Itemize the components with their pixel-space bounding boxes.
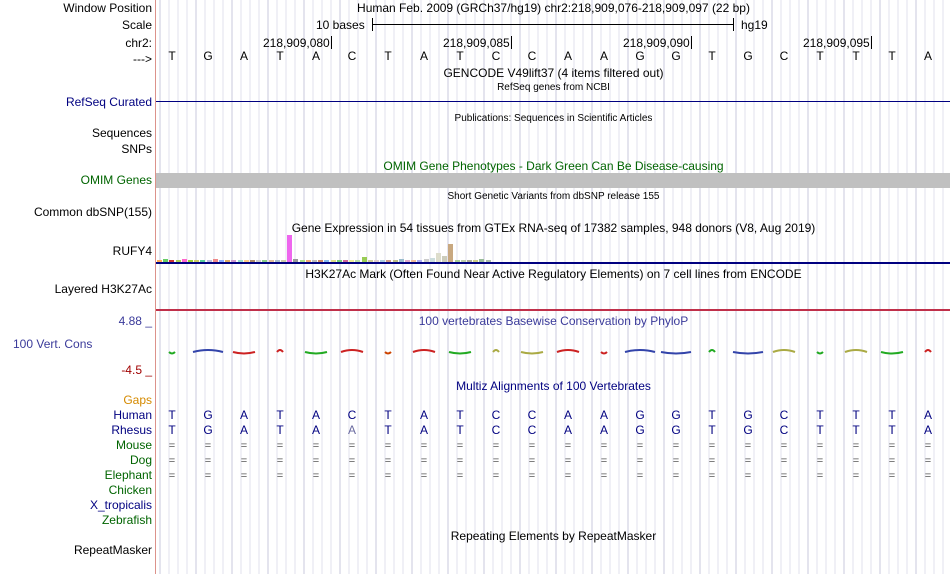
scale-assembly: hg19 [741, 18, 768, 32]
alignment-match: = [204, 455, 212, 467]
alignment-match: = [492, 455, 500, 467]
position-tick: 218,909,095 [803, 36, 870, 50]
alignment-match: = [348, 455, 356, 467]
base-letter: G [203, 408, 213, 422]
base-letter: T [816, 408, 824, 422]
alignment-match: = [852, 440, 860, 452]
gtex-tissue-bar[interactable] [436, 253, 441, 262]
alignment-match: = [240, 455, 248, 467]
alignment-match: = [780, 440, 788, 452]
alignment-match: = [636, 470, 644, 482]
refseq-track-line [156, 101, 950, 102]
alignment-match: = [456, 455, 464, 467]
base-letter: G [743, 423, 753, 437]
base-letter: T [816, 49, 824, 63]
window-position-text: Human Feb. 2009 (GRCh37/hg19) chr2:218,909,076-218,909,097 (22 bp) [357, 1, 750, 15]
base-letter: A [419, 423, 428, 437]
base-letter: A [419, 49, 428, 63]
gtex-track-line [156, 262, 950, 264]
alignment-match: = [852, 455, 860, 467]
alignment-match: = [492, 440, 500, 452]
position-tick: 218,909,080 [263, 36, 330, 50]
omim-track-title[interactable]: OMIM Gene Phenotypes - Dark Green Can Be Disease-causing [383, 159, 724, 173]
base-letter: T [168, 423, 176, 437]
alignment-match: = [780, 455, 788, 467]
base-letter: A [347, 423, 356, 437]
track-left-border [155, 0, 156, 574]
scale-bar [372, 18, 734, 31]
base-letter: G [671, 423, 681, 437]
base-letter: C [347, 49, 357, 63]
base-letter: G [203, 423, 213, 437]
base-letter: A [563, 423, 572, 437]
alignment-match: = [420, 470, 428, 482]
alignment-match: = [672, 440, 680, 452]
species-dog-label[interactable]: Dog [129, 453, 152, 467]
snps-label[interactable]: SNPs [121, 142, 152, 156]
alignment-match: = [672, 470, 680, 482]
alignment-match: = [924, 455, 932, 467]
base-letter: G [635, 408, 645, 422]
conservation-mark [925, 350, 931, 352]
base-letter: T [888, 49, 896, 63]
alignment-match: = [276, 455, 284, 467]
base-letter: A [599, 408, 608, 422]
base-letter: T [852, 408, 860, 422]
refseq-subtitle: RefSeq genes from NCBI [497, 82, 610, 93]
alignment-match: = [744, 455, 752, 467]
species-zebrafish-label[interactable]: Zebrafish [101, 513, 152, 527]
conservation-mark [413, 350, 435, 352]
conservation-mark [521, 352, 543, 354]
base-letter: G [743, 408, 753, 422]
alignment-match: = [528, 455, 536, 467]
conservation-mark [817, 352, 823, 354]
conservation-mark [169, 352, 175, 354]
alignment-match: = [204, 440, 212, 452]
base-letter: C [527, 49, 537, 63]
alignment-match: = [348, 470, 356, 482]
conservation-mark [449, 352, 471, 354]
omim-genes-label[interactable]: OMIM Genes [80, 173, 152, 187]
alignment-match: = [456, 440, 464, 452]
alignment-match: = [492, 470, 500, 482]
base-letter: A [563, 408, 572, 422]
alignment-match: = [744, 470, 752, 482]
base-letter: G [671, 408, 681, 422]
h3k27ac-signal-line [156, 309, 950, 311]
base-letter: C [779, 49, 789, 63]
alignment-match: = [564, 470, 572, 482]
alignment-match: = [708, 470, 716, 482]
layered-h3k27ac-label[interactable]: Layered H3K27Ac [54, 282, 152, 296]
base-letter: A [923, 49, 932, 63]
base-letter: T [384, 423, 392, 437]
base-letter: C [779, 423, 789, 437]
species-human-label[interactable]: Human [113, 408, 152, 422]
gencode-track-title[interactable]: GENCODE V49lift37 (4 items filtered out) [443, 66, 664, 80]
conservation-mark [601, 352, 607, 354]
omim-feature-bar[interactable] [156, 173, 950, 188]
alignment-match: = [168, 455, 176, 467]
alignment-match: = [636, 440, 644, 452]
alignment-match: = [456, 470, 464, 482]
alignment-match: = [240, 470, 248, 482]
base-letter: T [384, 49, 392, 63]
base-letter: G [635, 423, 645, 437]
alignment-match: = [312, 455, 320, 467]
alignment-match: = [780, 470, 788, 482]
alignment-match: = [348, 440, 356, 452]
scale-text: 10 bases [316, 18, 365, 32]
conservation-signal[interactable] [156, 343, 950, 359]
base-letter: T [168, 408, 176, 422]
h3k27ac-track-title[interactable]: H3K27Ac Mark (Often Found Near Active Regulatory Elements) on 7 cell lines from ENCODE [305, 267, 802, 281]
alignment-match: = [384, 470, 392, 482]
species-elephant-label[interactable]: Elephant [104, 468, 152, 482]
conservation-track-title[interactable]: 100 vertebrates Basewise Conservation by PhyloP [418, 314, 689, 328]
species-rhesus-label[interactable]: Rhesus [111, 423, 152, 437]
base-letter: G [635, 49, 645, 63]
base-letter: T [456, 49, 464, 63]
common-dbsnp-label[interactable]: Common dbSNP(155) [33, 205, 152, 219]
repeatmasker-label[interactable]: RepeatMasker [73, 543, 152, 557]
alignment-match: = [888, 440, 896, 452]
alignment-match: = [384, 440, 392, 452]
base-letter: C [347, 408, 357, 422]
refseq-curated-label[interactable]: RefSeq Curated [65, 95, 152, 109]
base-letter: G [671, 49, 681, 63]
base-letter: T [456, 423, 464, 437]
conservation-mark [661, 352, 691, 354]
alignment-match: = [420, 455, 428, 467]
base-letter: A [311, 49, 320, 63]
sequences-label[interactable]: Sequences [91, 126, 152, 140]
base-letter: A [599, 49, 608, 63]
strand-arrow-label: ---> [133, 52, 152, 66]
window-position-label: Window Position [63, 1, 152, 15]
base-letter: A [239, 49, 248, 63]
base-letter: C [527, 423, 537, 437]
alignment-match: = [636, 455, 644, 467]
base-letter: A [563, 49, 572, 63]
base-letter: A [419, 408, 428, 422]
base-letter: A [599, 423, 608, 437]
alignment-match: = [816, 455, 824, 467]
scale-label: Scale [121, 18, 152, 32]
gtex-tissue-bar[interactable] [287, 235, 292, 262]
repeatmasker-track-title[interactable]: Repeating Elements by RepeatMasker [450, 529, 657, 543]
multiz-track-title[interactable]: Multiz Alignments of 100 Vertebrates [456, 379, 651, 393]
base-letter: C [779, 408, 789, 422]
conservation-mark [341, 350, 363, 352]
alignment-match: = [600, 470, 608, 482]
conservation-mark [385, 352, 391, 354]
base-letter: A [311, 408, 320, 422]
base-letter: T [708, 408, 716, 422]
gtex-track-title[interactable]: Gene Expression in 54 tissues from GTEx RNA-seq of 17382 samples, 948 donors (V8, Aug 2019) [291, 221, 816, 235]
alignment-match: = [600, 440, 608, 452]
alignment-match: = [312, 470, 320, 482]
base-letter: A [923, 423, 932, 437]
alignment-match: = [420, 440, 428, 452]
alignment-match: = [276, 440, 284, 452]
alignment-match: = [888, 470, 896, 482]
alignment-match: = [708, 455, 716, 467]
base-letter: A [923, 408, 932, 422]
conservation-mark [305, 352, 327, 354]
species-chicken-label[interactable]: Chicken [108, 483, 152, 497]
alignment-match: = [168, 440, 176, 452]
conservation-mark [625, 350, 655, 352]
base-letter: T [276, 49, 284, 63]
alignment-match: = [816, 470, 824, 482]
alignment-match: = [672, 455, 680, 467]
alignment-match: = [600, 455, 608, 467]
alignment-match: = [312, 440, 320, 452]
base-letter: T [888, 408, 896, 422]
conservation-mark [845, 350, 867, 352]
alignment-match: = [528, 440, 536, 452]
conservation-mark [277, 350, 283, 352]
alignment-match: = [384, 455, 392, 467]
alignment-match: = [528, 470, 536, 482]
conservation-max-label: 4.88 _ [118, 314, 152, 328]
alignment-match: = [888, 455, 896, 467]
species-mouse-label[interactable]: Mouse [115, 438, 152, 452]
base-letter: T [708, 423, 716, 437]
base-letter: G [743, 49, 753, 63]
alignment-match: = [852, 470, 860, 482]
conservation-mark [193, 350, 223, 352]
base-letter: T [816, 423, 824, 437]
base-letter: T [168, 49, 176, 63]
alignment-match: = [924, 440, 932, 452]
conservation-mark [493, 350, 499, 352]
base-letter: T [276, 423, 284, 437]
base-letter: T [456, 408, 464, 422]
position-tick: 218,909,090 [623, 36, 690, 50]
base-letter: C [491, 423, 501, 437]
base-letter: G [203, 49, 213, 63]
base-letter: T [852, 423, 860, 437]
base-letter: A [311, 423, 320, 437]
alignment-match: = [816, 440, 824, 452]
chrom-label: chr2: [125, 36, 152, 50]
alignment-match: = [924, 470, 932, 482]
base-letter: T [888, 423, 896, 437]
alignment-match: = [204, 470, 212, 482]
base-letter: A [239, 423, 248, 437]
base-letter: A [239, 408, 248, 422]
alignment-match: = [744, 440, 752, 452]
alignment-match: = [564, 455, 572, 467]
conservation-mark [233, 352, 255, 354]
base-letter: T [708, 49, 716, 63]
position-tick: 218,909,085 [443, 36, 510, 50]
conservation-mark [773, 350, 795, 352]
base-letter: C [491, 49, 501, 63]
conservation-mark [881, 352, 903, 354]
gaps-label: Gaps [123, 393, 152, 407]
alignment-match: = [564, 440, 572, 452]
conservation-mark [733, 352, 763, 354]
gtex-expression-bars[interactable] [157, 234, 497, 262]
alignment-match: = [276, 470, 284, 482]
conservation-min-label: -4.5 _ [121, 363, 152, 377]
conservation-track-label[interactable]: 100 Vert. Cons [13, 337, 93, 351]
gtex-gene-label[interactable]: RUFY4 [112, 244, 152, 258]
conservation-mark [709, 350, 715, 352]
dbsnp-track-title[interactable]: Short Genetic Variants from dbSNP release 155 [447, 191, 660, 202]
publications-track-title[interactable]: Publications: Sequences in Scientific Articles [454, 113, 653, 124]
species-xtropicalis-label[interactable]: X_tropicalis [89, 498, 152, 512]
base-letter: C [527, 408, 537, 422]
base-letter: T [384, 408, 392, 422]
gtex-tissue-bar[interactable] [448, 244, 453, 262]
alignment-match: = [240, 440, 248, 452]
alignment-match: = [168, 470, 176, 482]
base-letter: C [491, 408, 501, 422]
conservation-mark [557, 350, 579, 352]
alignment-match: = [708, 440, 716, 452]
base-letter: T [852, 49, 860, 63]
base-letter: T [276, 408, 284, 422]
